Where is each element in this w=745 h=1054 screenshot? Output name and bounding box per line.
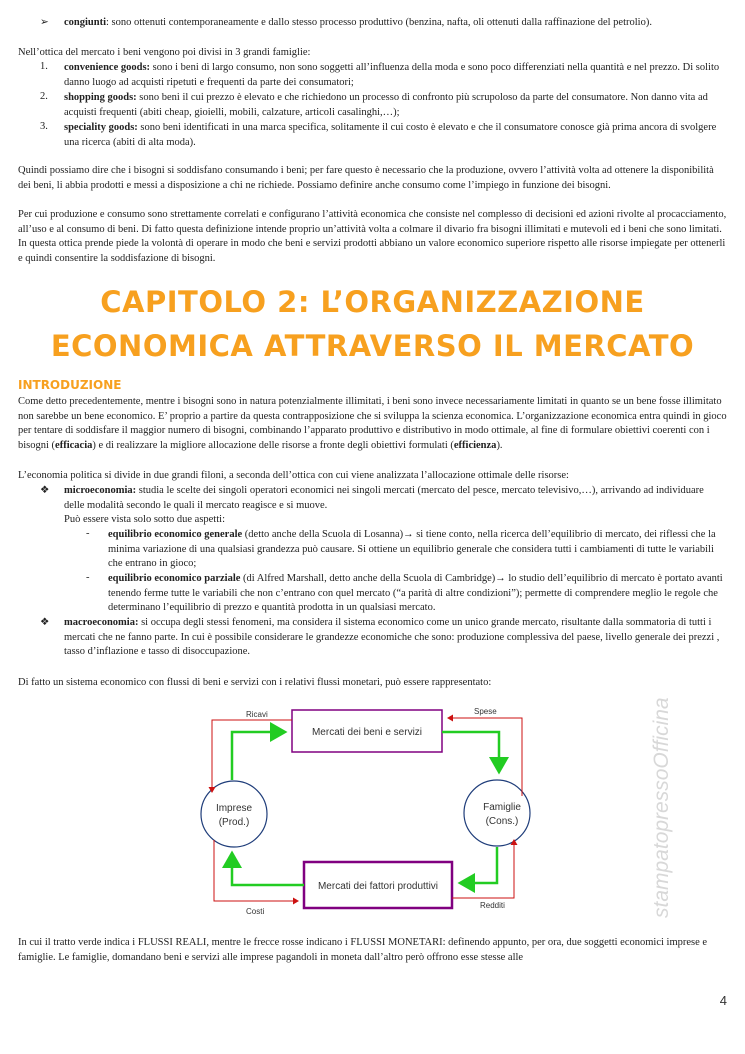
list-number: 2.	[40, 91, 48, 102]
redditi-label: Redditi	[480, 901, 505, 910]
famiglie-sub: (Cons.)	[485, 816, 519, 827]
intro-paragraph: Come detto precedentemente, mentre i bisogni sono in natura potenzialmente illimitati, i beni sono invece necessariamente limitati in quanto se un bene fosse illimitato non sarebbe un bene economico. E’ proprio a partire da questa contrapposizione che si sviluppa la scienza economica. L’organizzazione economica entra quindi in gioco per tentare di soddisfare il maggior numero di bisogni, combinando l’apparato produttivo e distributivo in modo ottimale, al fine di formulare obiettivi coerenti con i bisogni (efficacia) e di realizzare la migliore allocazione delle risorse a fronte degli obiettivi formulati (efficienza).	[18, 396, 727, 451]
list-number: 3.	[40, 121, 48, 132]
diamond-bullet-icon: ❖	[40, 617, 50, 628]
microeconomia-subtitle: Può essere vista solo sotto due aspetti:	[64, 514, 225, 525]
dash-bullet: -	[86, 528, 90, 539]
list-item	[64, 91, 724, 120]
list-term: shopping goods:	[64, 92, 137, 103]
section-heading: INTRODUZIONE	[18, 378, 122, 392]
spese-label: Spese	[474, 707, 497, 716]
costi-label: Costi	[246, 907, 265, 916]
list-item	[64, 61, 724, 90]
imprese-sub: (Prod.)	[218, 817, 250, 828]
outro-paragraph: In cui il tratto verde indica i FLUSSI REALI, mentre le frecce rosse indicano i FLUSSI MONETARI: definendo appunto, per ora, due soggetti economici imprese e famiglie. Le famiglie, domandano beni e servizi alle imprese pagandoli in moneta dall’altro però offrono esse stesse alle	[18, 937, 708, 963]
term-efficienza: efficienza	[453, 439, 497, 451]
market-factors-label: Mercati dei fattori produttivi	[317, 881, 439, 892]
arrow-bullet-icon: ➢	[40, 17, 49, 28]
real-flow-factors-to-firms	[232, 853, 304, 885]
economia-politica-paragraph: L’economia politica si divide in due grandi filoni, a seconda dell’ottica con cui viene analizzata l’allocazione ottimale delle risorse:	[18, 470, 569, 481]
page-number: 4	[719, 993, 727, 1008]
real-flow-firms-to-goods	[232, 732, 285, 780]
list-text: sono i beni di largo consumo, non sono soggetti all’influenza della moda e sono poco differenziati nella quantità e nel prezzo. Di solito danno luogo ad acquisti ripetuti e frequenti da parte dei consumatori;	[64, 62, 720, 88]
bullet-text: : sono ottenuti contemporaneamente e dallo stesso processo produttivo (benzina, nafta, oli ottenuti dalla raffinazione del petrolio).	[106, 17, 652, 28]
famiglie-node	[464, 780, 530, 846]
bullet-congiunti	[64, 16, 724, 31]
real-flow-families-to-factors	[460, 847, 497, 883]
families-intro: Nell’ottica del mercato i beni vengono poi divisi in 3 grandi famiglie:	[18, 47, 311, 58]
list-number: 1.	[40, 61, 48, 72]
money-flow-redditi	[452, 840, 514, 898]
macroeconomia-item: macroeconomia: si occupa degli stessi fenomeni, ma considera il sistema economico come un unico grande mercato, risultante dalla sommatoria di tutti i mercati che ne fanno parte. In cui è possibile considerare le grandezze economiche che sono: produzione complessiva del paese, livello generale dei prezzi , tasso d’inflazione e tasso di disoccupazione.	[64, 617, 720, 658]
equilibrio-parziale-item: equilibrio economico parziale (di Alfred Marshall, detto anche della Scuola di Cambridge)→ lo studio dell’equilibrio di mercato è portato avanti tenendo ferme tutte le variabili che non c’entrano con quel mercato (“a parità di altre condizioni”); permette di comprendere meglio le regole che determinano l’equilibrio di prezzo e quantità prodotta in un qualsiasi mercato.	[108, 573, 723, 614]
list-text: sono beni il cui prezzo è elevato e che richiedono un processo di confronto più scrupoloso da parte del consumatore. Non danno vita ad acquisti frequenti (abiti cheap, gioielli, mobili, calzature, articoli casalinghi,…);	[64, 92, 708, 118]
list-term: speciality goods:	[64, 122, 138, 133]
ricavi-label: Ricavi	[246, 710, 268, 719]
watermark: stampatopressoOfficina	[650, 697, 673, 918]
bullet-term: congiunti	[64, 17, 107, 28]
imprese-label: Imprese	[215, 803, 253, 814]
money-flow-costi	[214, 840, 298, 901]
list-item	[64, 121, 724, 150]
chapter-title-line2: ECONOMICA ATTRAVERSO IL MERCATO	[50, 329, 695, 363]
list-term: convenience goods:	[64, 62, 151, 73]
equilibrio-generale-item: equilibrio economico generale (detto anche della Scuola di Losanna)→ si tiene conto, nella ricerca dell’equilibrio di mercato, dei riflessi che la minima variazione di una qualsiasi grandezza può causare. Si ottiene un equilibrio generale che considera tutti i cambiamenti di tutte le variabili che entrano in gioco;	[108, 529, 716, 570]
diagram-intro: Di fatto un sistema economico con flussi di beni e servizi con i relativi flussi monetari, può essere rappresentato:	[18, 677, 492, 688]
list-text: sono beni identificati in una marca specifica, solitamente il cui costo è elevato e che il consumatore conosce già prima ancora di svolgere una ricerca (abiti di alta moda).	[64, 122, 717, 148]
imprese-node	[201, 781, 267, 847]
microeconomia-item: microeconomia: studia le scelte dei singoli operatori economici nei singoli mercati (mercato del pesce, mercato televisivo,…), arrivando ad individuare delle modalità secondo le quali il mercato reagisce e si muove.	[64, 485, 704, 511]
chapter-title-line1: CAPITOLO 2: L’ORGANIZZAZIONE	[100, 285, 645, 319]
famiglie-label: Famiglie	[483, 802, 521, 813]
paragraph-produzione: Per cui produzione e consumo sono strettamente correlati e configurano l’attività economica che consiste nel complesso di decisioni ed azioni rivolte al procacciamento, all’uso e al consumo di beni. Di fatto questa definizione intende proprio un’attività volta a colmare il divario fra bisogni illimitati e mutevoli ed i beni che sono limitati. In questa ottica prende piede la volontà di operare in modo che beni e servizi prodotti abbiano un valore economico superiore rispetto alle risorse impiegate per ottenerli e quindi consentire la soddisfazione di bisogni.	[18, 209, 727, 264]
real-flow-goods-to-families	[442, 732, 499, 772]
market-goods-label: Mercati dei beni e servizi	[311, 727, 423, 738]
paragraph-consumo: Quindi possiamo dire che i bisogni si soddisfano consumando i beni; per fare questo è necessario che la produzione, ovvero l’attività volta ad ottenere la disponibilità dei beni, li abbia prodotti e messi a disposizione a chi ne richiede. Possiamo definire anche consumo come l’impiego in funzione dei bisogni.	[18, 165, 714, 191]
dash-bullet: -	[86, 572, 90, 583]
diamond-bullet-icon: ❖	[40, 485, 50, 496]
term-efficacia: efficacia	[55, 439, 93, 451]
